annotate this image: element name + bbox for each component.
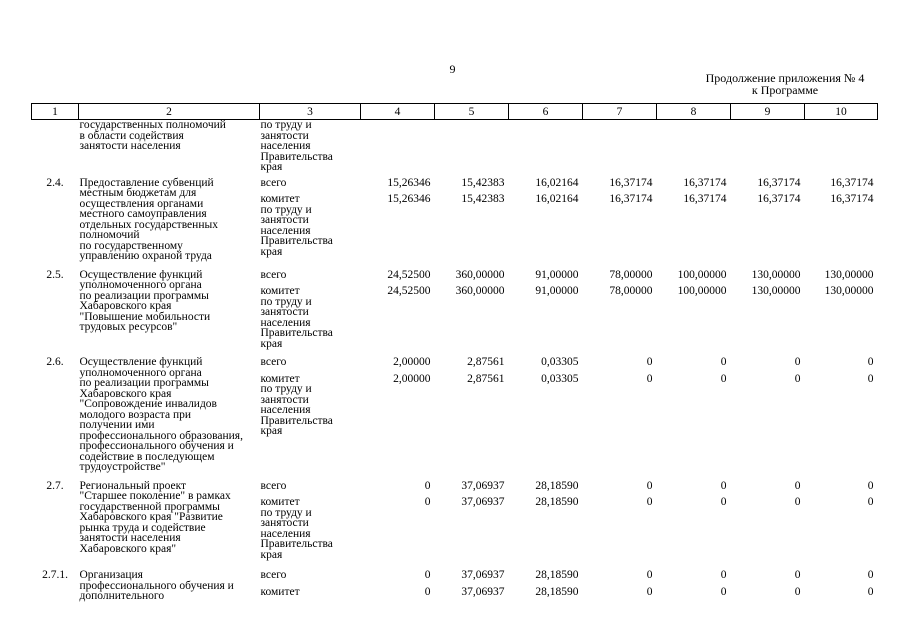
amount-cell: [583, 570, 657, 610]
amount-value: 100,00000: [677, 268, 727, 281]
amount-value: 0: [720, 372, 727, 385]
amount-value: 16,02164: [535, 176, 579, 189]
amount-cell: [657, 481, 731, 571]
amount-value: 0: [646, 496, 653, 508]
column-number: 2: [79, 104, 260, 120]
amount-cell: [361, 120, 435, 178]
funding-source: всего: [260, 479, 287, 492]
page-number: 9: [449, 62, 456, 76]
activity-name: Осуществление функций уполномоченного органа по реализации программы Хабаровского края "Повышение мобильности трудовых ресурсов": [79, 268, 211, 333]
activity-name: Осуществление функций уполномоченного органа по реализации программы Хабаровского края "Сопровождение инвалидов молодого возраста при получении ими профессионального образования, профессионального обучения и содействие в последующем трудоустройстве": [79, 356, 243, 473]
row-index: 2.6.: [46, 356, 64, 368]
amount-value: 0: [424, 569, 431, 581]
activity-name: Организация профессионального обучения и дополнительного: [79, 569, 234, 602]
amount-cell: [805, 178, 878, 270]
amount-cell: [657, 570, 731, 610]
funding-source: всего: [260, 356, 287, 368]
amount-cell: [731, 481, 805, 571]
table-row: [32, 178, 878, 270]
funding-source-cell: [260, 481, 361, 571]
amount-cell: [731, 270, 805, 358]
amount-value: 2,00000: [393, 372, 431, 385]
continuation-note: [690, 72, 880, 96]
funding-source-cell: [260, 570, 361, 610]
row-index: 2.7.1.: [42, 569, 68, 581]
amount-value: 78,00000: [609, 285, 653, 297]
amount-value: 2,00000: [393, 356, 431, 368]
activity-name: Региональный проект "Старшее поколение" в рамках государственной программы Хабаровского края "Развитие рынка труда и содействие занятости населения Хабаровского края": [79, 479, 231, 555]
amount-value: 0: [794, 479, 801, 492]
funding-source: по труду и занятости населения Правительства края: [260, 119, 333, 173]
amount-value: [584, 120, 653, 131]
amount-cell: [361, 570, 435, 610]
amount-value: 0: [720, 585, 727, 598]
amount-cell: [435, 357, 509, 481]
column-number: 5: [435, 104, 509, 120]
amount-value: 24,52500: [387, 285, 431, 297]
amount-value: 130,00000: [751, 285, 801, 297]
amount-value: [806, 120, 874, 131]
amount-value: 37,06937: [461, 569, 505, 581]
amount-cell: [657, 270, 731, 358]
column-number: 6: [509, 104, 583, 120]
funding-source: всего: [260, 176, 287, 189]
column-number: 4: [361, 104, 435, 120]
amount-value: 130,00000: [751, 268, 801, 281]
amount-value: 0: [424, 585, 431, 598]
amount-value: 0: [424, 479, 431, 492]
amount-value: 360,00000: [455, 268, 505, 281]
amount-value: 360,00000: [455, 285, 505, 297]
amount-cell: [657, 357, 731, 481]
amount-value: 0: [794, 372, 801, 385]
column-number: 8: [657, 104, 731, 120]
amount-value: 16,37174: [757, 176, 801, 189]
amount-value: 16,37174: [609, 193, 653, 205]
amount-cell: [509, 481, 583, 571]
amount-cell: [509, 270, 583, 358]
amount-cell: [583, 120, 657, 178]
amount-cell: [361, 481, 435, 571]
amount-cell: [583, 270, 657, 358]
row-index: 2.5.: [46, 268, 64, 281]
amount-value: 0: [867, 585, 874, 598]
amount-value: 16,37174: [683, 176, 727, 189]
amount-value: 2,87561: [467, 372, 505, 385]
amount-value: [436, 120, 505, 131]
funding-source: комитет по труду и занятости населения Правительства края: [260, 372, 333, 437]
amount-value: 0,03305: [541, 372, 579, 385]
budget-table: [31, 103, 878, 610]
amount-cell: [657, 120, 731, 178]
amount-value: 0: [646, 356, 653, 368]
amount-cell: [361, 178, 435, 270]
table-row: [32, 357, 878, 481]
amount-cell: [435, 270, 509, 358]
amount-value: 28,18590: [535, 585, 579, 598]
amount-value: 37,06937: [461, 496, 505, 508]
amount-cell: [583, 178, 657, 270]
amount-value: [510, 120, 579, 131]
amount-value: 0: [867, 479, 874, 492]
amount-cell: [731, 357, 805, 481]
funding-source: комитет по труду и занятости населения Правительства края: [260, 496, 333, 561]
funding-source: комитет по труду и занятости населения Правительства края: [260, 285, 333, 350]
amount-cell: [805, 120, 878, 178]
amount-cell: [509, 570, 583, 610]
amount-value: 28,18590: [535, 479, 579, 492]
table-row: [32, 270, 878, 358]
amount-value: 28,18590: [535, 496, 579, 508]
amount-cell: [361, 270, 435, 358]
amount-value: 91,00000: [535, 285, 579, 297]
amount-value: 15,42383: [461, 193, 505, 205]
funding-source: комитет по труду и занятости населения Правительства края: [260, 193, 333, 258]
amount-cell: [361, 357, 435, 481]
amount-value: 0: [646, 585, 653, 598]
amount-value: 0: [646, 372, 653, 385]
amount-cell: [435, 570, 509, 610]
amount-value: 0: [794, 585, 801, 598]
amount-value: 0: [424, 496, 431, 508]
amount-value: 15,26346: [387, 193, 431, 205]
column-number: 9: [731, 104, 805, 120]
amount-value: 0: [867, 569, 874, 581]
amount-value: 16,37174: [757, 193, 801, 205]
funding-source-cell: [260, 120, 361, 178]
amount-value: 16,37174: [683, 193, 727, 205]
amount-cell: [435, 120, 509, 178]
amount-cell: [435, 481, 509, 571]
amount-value: 0: [794, 356, 801, 368]
amount-value: 0: [646, 479, 653, 492]
table-row: [32, 481, 878, 571]
amount-value: 15,26346: [387, 176, 431, 189]
amount-value: 28,18590: [535, 569, 579, 581]
amount-cell: [657, 178, 731, 270]
funding-source: всего: [260, 268, 287, 281]
amount-value: 91,00000: [535, 268, 579, 281]
amount-value: 37,06937: [461, 585, 505, 598]
amount-value: 130,00000: [824, 268, 874, 281]
amount-value: 0: [794, 569, 801, 581]
activity-name: государственных полномочий в области содействия занятости населения: [79, 119, 226, 152]
row-index: 2.4.: [46, 176, 64, 189]
row-index: 2.7.: [46, 479, 64, 492]
amount-value: 0: [867, 356, 874, 368]
amount-value: 24,52500: [387, 268, 431, 281]
amount-value: [362, 120, 431, 131]
amount-value: 2,87561: [467, 356, 505, 368]
table-row: [32, 120, 878, 178]
amount-value: 15,42383: [461, 176, 505, 189]
amount-value: 16,37174: [830, 176, 874, 189]
amount-value: 0: [867, 372, 874, 385]
amount-cell: [731, 178, 805, 270]
continuation-line-2: к Программе: [751, 83, 819, 97]
amount-value: 0: [867, 496, 874, 508]
amount-value: 0,03305: [541, 356, 579, 368]
amount-cell: [583, 357, 657, 481]
funding-source-cell: [260, 178, 361, 270]
continuation-line-1: Продолжение приложения № 4: [705, 71, 865, 85]
amount-value: 0: [720, 479, 727, 492]
funding-source: всего: [260, 569, 287, 581]
amount-cell: [509, 178, 583, 270]
amount-cell: [805, 357, 878, 481]
amount-value: 0: [646, 569, 653, 581]
column-number: 1: [32, 104, 79, 120]
amount-value: 130,00000: [824, 285, 874, 297]
amount-cell: [583, 481, 657, 571]
amount-value: 100,00000: [677, 285, 727, 297]
amount-cell: [805, 270, 878, 358]
funding-source: комитет: [260, 585, 300, 598]
amount-value: 0: [794, 496, 801, 508]
funding-source-cell: [260, 270, 361, 358]
amount-cell: [731, 570, 805, 610]
amount-cell: [435, 178, 509, 270]
row-index: [32, 120, 79, 178]
table-row: [32, 570, 878, 610]
column-number: 10: [805, 104, 878, 120]
amount-cell: [805, 570, 878, 610]
funding-source-cell: [260, 357, 361, 481]
column-number-row: [32, 104, 878, 120]
amount-value: 37,06937: [461, 479, 505, 492]
amount-cell: [509, 120, 583, 178]
amount-value: [732, 120, 801, 131]
amount-value: 0: [720, 356, 727, 368]
amount-value: 16,37174: [830, 193, 874, 205]
amount-value: [658, 120, 727, 131]
amount-cell: [509, 357, 583, 481]
amount-value: 0: [720, 569, 727, 581]
amount-value: 78,00000: [609, 268, 653, 281]
column-number: 7: [583, 104, 657, 120]
amount-cell: [805, 481, 878, 571]
column-number: 3: [260, 104, 361, 120]
activity-name: Предоставление субвенций местным бюджетам для осуществления органами местного самоуправления отдельных государственных полномочий по государственному управлению охраной труда: [79, 176, 218, 262]
amount-value: 16,02164: [535, 193, 579, 205]
amount-value: 16,37174: [609, 176, 653, 189]
amount-cell: [731, 120, 805, 178]
amount-value: 0: [720, 496, 727, 508]
